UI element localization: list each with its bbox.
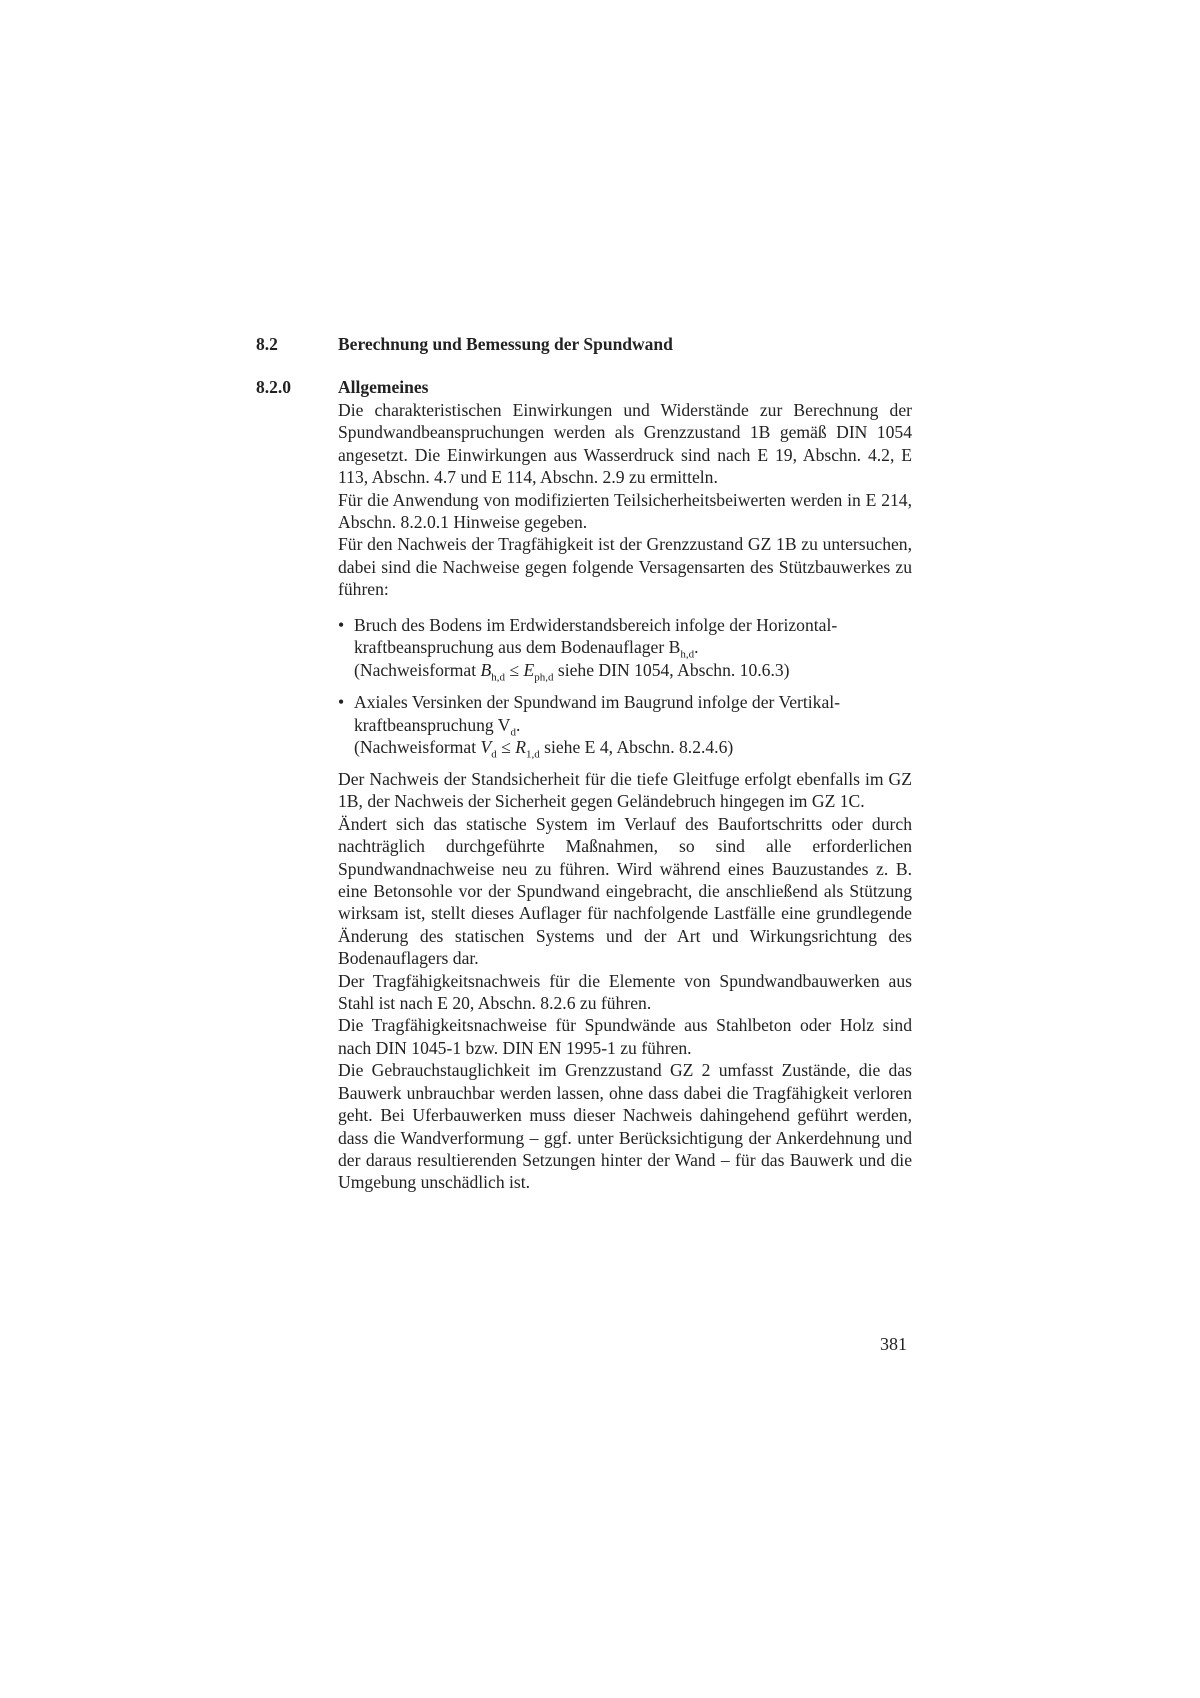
formula-variable: V <box>480 737 492 758</box>
subscript: d <box>491 748 497 761</box>
paragraph: Ändert sich das statische System im Verlauf des Baufortschritts oder durch nachträglich durchgeführte Maßnahmen, so sind alle erforderlichen Spundwandnachweise neu zu führen. Wird während eines Bauzustandes z. B. eine Betonsohle vor der Spundwand eingebracht, die anschließend als Stützung wirksam ist, stellt dieses Auflager für nachfolgende Lastfälle eine grundlegende Änderung des statischen Systems und der Art und Wirkungsrichtung des Bodenauflagers dar. <box>338 813 912 969</box>
formula-variable: E <box>523 659 535 680</box>
paragraph: Die charakteristischen Einwirkungen und Widerstände zur Berechnung der Spundwandbeanspruchungen werden als Grenzzustand 1B gemäß DIN 1054 angesetzt. Die Einwirkungen aus Wasserdruck sind nach E 19, Abschn. 4.2, E 113, Abschn. 4.7 und E 114, Abschn. 2.9 zu ermitteln. <box>338 400 912 488</box>
bullet-line <box>354 714 912 739</box>
subsection-number: 8.2.0 <box>256 377 291 397</box>
bullet-line: Bruch des Bodens im Erdwiderstandsbereich infolge der Horizontal- <box>354 615 838 635</box>
formula-variable: R <box>515 737 526 758</box>
paragraph: Die Tragfähigkeitsnachweise für Spundwände aus Stahlbeton oder Holz sind nach DIN 1045-1 bzw. DIN EN 1995-1 zu führen. <box>338 1015 912 1058</box>
paragraph: Der Tragfähigkeitsnachweis für die Elemente von Spundwandbauwerken aus Stahl ist nach E 20, Abschn. 8.2.6 zu führen. <box>338 970 912 1014</box>
bullet-line <box>354 636 912 661</box>
paragraph: Für die Anwendung von modifizierten Teilsicherheitsbeiwerten werden in E 214, Abschn. 8.2.0.1 Hinweise gegeben. <box>338 489 912 533</box>
text-run: (Nachweisformat <box>354 659 481 680</box>
bullet-line: Axiales Versinken der Spundwand im Baugrund infolge der Vertikal- <box>354 692 841 713</box>
text-run: . <box>694 637 699 658</box>
main-paragraphs <box>338 768 912 1194</box>
bullet-icon: • <box>338 615 345 635</box>
bullet-line <box>354 659 912 684</box>
formula-operator: ≤ <box>496 737 516 758</box>
bullet-list <box>338 614 912 768</box>
subscript: ph,d <box>534 671 554 684</box>
bullet-icon: • <box>338 692 345 713</box>
text-run: siehe DIN 1054, Abschn. 10.6.3) <box>553 659 790 680</box>
text-run: . <box>516 714 521 735</box>
text-run: (Nachweisformat <box>354 737 481 758</box>
bullet-line <box>354 736 912 761</box>
text-run: kraftbeanspruchung V <box>354 714 511 735</box>
subscript: h,d <box>491 671 506 684</box>
formula-operator: ≤ <box>505 659 524 680</box>
text-run: kraftbeanspruchung aus dem Bodenauflager B <box>354 637 681 658</box>
paragraph: Die Gebrauchstauglichkeit im Grenzzustand GZ 2 umfasst Zustände, die das Bauwerk unbrauchbar werden lassen, ohne dass dabei die Tragfähigkeit verloren geht. Bei Uferbauwerken muss dieser Nachweis dahingehend geführt werden, dass die Wandverformung – ggf. unter Berücksichtigung der Ankerdehnung und der daraus resultierenden Setzungen hinter der Wand – für das Bauwerk und die Umgebung unschädlich ist. <box>338 1060 912 1193</box>
section-title: Berechnung und Bemessung der Spundwand <box>338 334 673 354</box>
list-item <box>338 691 912 761</box>
paragraph: Für den Nachweis der Tragfähigkeit ist der Grenzzustand GZ 1B zu untersuchen, dabei sind die Nachweise gegen folgende Versagensarten des Stützbauwerkes zu führen: <box>338 534 912 600</box>
formula-variable: B <box>480 659 492 680</box>
text-run: siehe E 4, Abschn. 8.2.4.6) <box>539 737 734 758</box>
subscript: 1,d <box>525 748 540 761</box>
subscript: d <box>510 726 517 739</box>
page-number: 381 <box>880 1334 907 1354</box>
subscript: h,d <box>680 648 695 661</box>
paragraph: Der Nachweis der Standsicherheit für die tiefe Gleitfuge erfolgt ebenfalls im GZ 1B, der Nachweis der Sicherheit gegen Geländebruch hingegen im GZ 1C. <box>338 769 912 812</box>
section-number: 8.2 <box>256 334 278 354</box>
intro-paragraphs <box>338 399 912 601</box>
subsection-title: Allgemeines <box>338 377 429 397</box>
list-item <box>338 614 912 684</box>
